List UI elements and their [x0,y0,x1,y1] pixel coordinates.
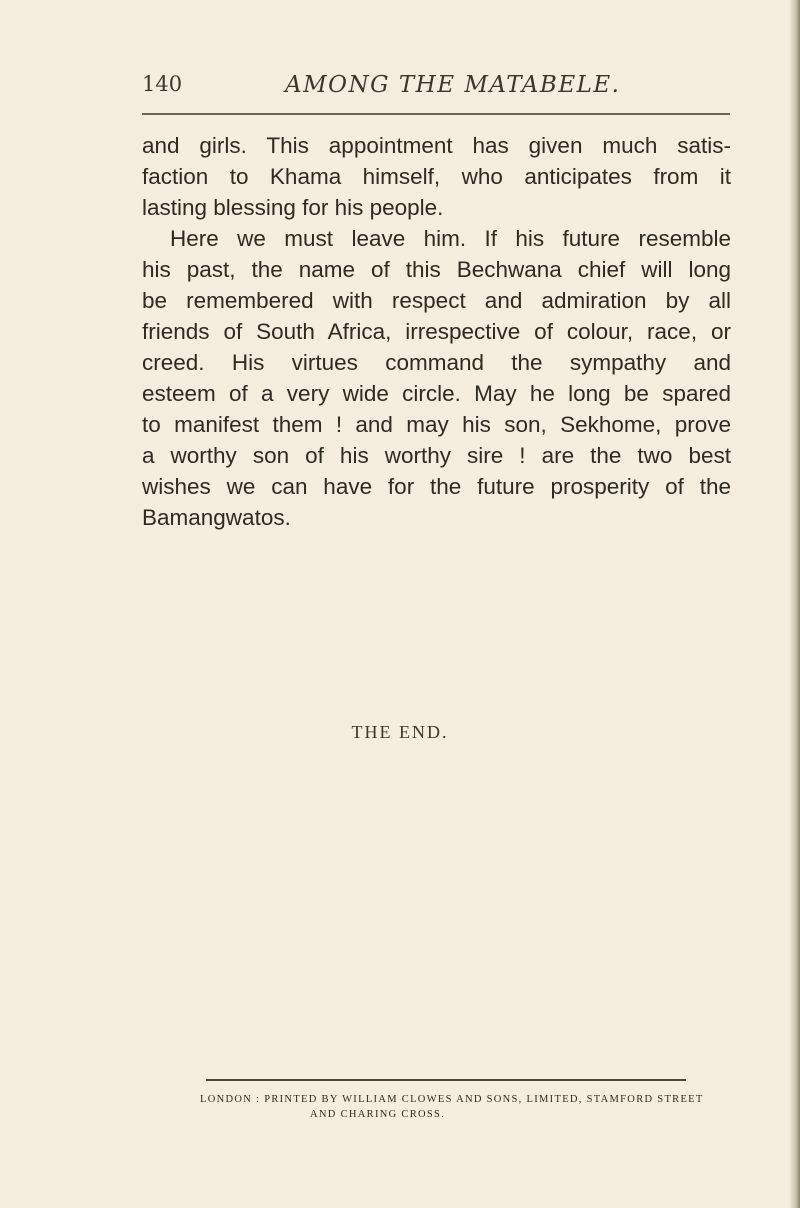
page-number: 140 [142,72,183,96]
text-line: Bamangwatos. [142,505,291,530]
text-line: wishes we can have for the future prosperity of the [142,474,731,499]
text-line: lasting blessing for his people. [142,195,444,220]
header-rule [142,113,730,115]
imprint-line: LONDON : PRINTED BY WILLIAM CLOWES AND SONS, LIMITED, STAMFORD STREET [200,1094,704,1105]
body-text [142,130,731,533]
running-head: AMONG THE MATABELE. [285,72,621,98]
page-edge [790,0,800,1208]
the-end-heading: THE END. [351,722,449,742]
printer-imprint [200,1079,738,1122]
text-line: esteem of a very wide circle. May he long be spared [142,381,731,406]
text-line: Here we must leave him. If his future resemble [170,226,731,251]
text-line: his past, the name of this Bechwana chief will long [142,257,731,282]
text-line: be remembered with respect and admiration by all [142,288,731,313]
text-line: creed. His virtues command the sympathy and [142,350,731,375]
text-line: and girls. This appointment has given much satis- [142,133,731,158]
text-line: friends of South Africa, irrespective of colour, race, or [142,319,731,344]
imprint-rule [206,1079,686,1081]
text-line: a worthy son of his worthy sire ! are the two best [142,443,731,468]
imprint-line: AND CHARING CROSS. [310,1109,446,1120]
text-line: to manifest them ! and may his son, Sekhome, prove [142,412,731,437]
text-line: faction to Khama himself, who anticipates from it [142,164,731,189]
page-header [142,72,730,112]
